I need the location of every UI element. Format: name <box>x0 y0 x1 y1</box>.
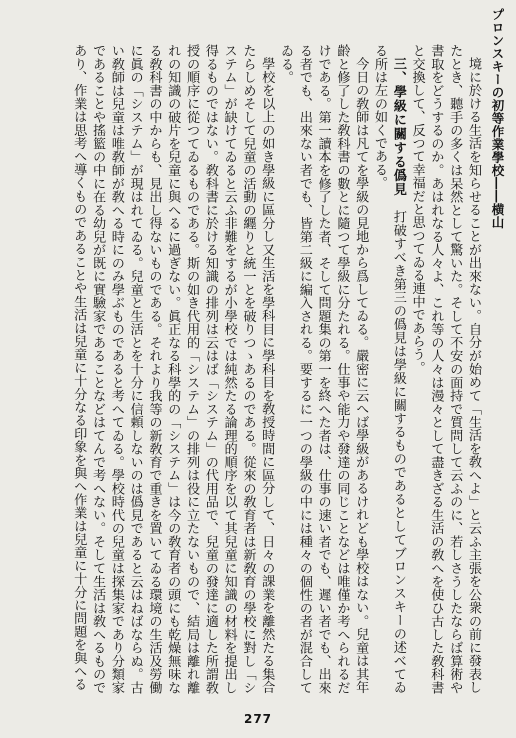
running-head: プロンスキーの初等作業學校――横山 <box>490 8 505 229</box>
body-text <box>20 44 482 694</box>
paragraph: 境に於ける生活を知らせることが出來ない。自分が始めて「生活を敎へよ」と云ふ主張を公衆の前に發表したとき、聽手の多くは呆然として驚いた。そして不安の面持で質問して云ふのに、若しさうしたならば算術や書取をどうするのか。あはれなる人々よ、これ等の人々は漫々として盡きざる生活の敎へを使ひ古した敎科書と交換して、反つて幸福だと思つてゐる連中であらう。 <box>409 44 481 694</box>
paragraph: 學校を以上の如き學級に區分し又生活を學科目に學科目を敎授時間に區分して、日々の課業を離然たる集合たらしめそして兒童の活動の纒りと統一とを破りつゝあるのである。從來の敎育者は新敎育の學校に對し「システム」が缺けてゐると云ふ非難をするが小學校では純然たる論理的順序を以て其兒童に知識の材料を提出し得るものではない。敎科書に於ける知識の排列は云はば「システム」の代用品で、兒童の發達に適した所謂敎授の順序に從つてゐるものである。斯の如き代用的「システム」の排列は役に立たないもので、結局は離れ離れの知識の破片を兒童に與へるに過ぎない。眞正なる科學的の「システム」は今の敎育者の頭にも乾燥無味なる敎科書の中からも、見出し得ないものである。それより我等の新敎育で重きを置いてゐる環境の生活及勞働に眞の「システム」が現はれてゐる。兒童と生活とを十分に信頼しないのは僞見であると云はねばならぬ。古い敎師は兒童は唯敎師が敎へる時にのみ學ぶものであると考へてゐる。學校時代の兒童は探集家であり分類家であることや搖籃の中に在る幼兒が既に實驗家であることなどはてんで考へない。そして生活は敎へるものであり、作業は思考へ導くものであることや生活は兒童に十分なる印象を與へ作業は兒童に十分に問題を與へる <box>71 44 275 694</box>
section-paragraph <box>369 44 407 694</box>
paragraph: 今日の敎師は凡てを學級の見地から爲してゐる。嚴密に云へば學級があるけれども學校はない。兒童は其年齡と修了した敎科書の數とに隨つて學級に分たれる。仕事や能力や發達の同じことなどは唯僅か考へられるだけである。第一讀本を修了した者、そして問題集の第一を終へた者は、仕事の速い者でも、遲い者でも、出來る者でも、出來ない者でも、皆第二級に編入される。要するに一つの學級の中には種々の個性の者が混合してゐる。 <box>278 44 369 694</box>
paragraph-text: 打破すべき第三の僞見は學級に關するものであるとしてブロンスキーの述べてゐる所は左の如くである。 <box>372 44 406 694</box>
section-heading: 三、學級に關する僞見 <box>390 57 406 197</box>
page-number: 277 <box>243 712 273 726</box>
